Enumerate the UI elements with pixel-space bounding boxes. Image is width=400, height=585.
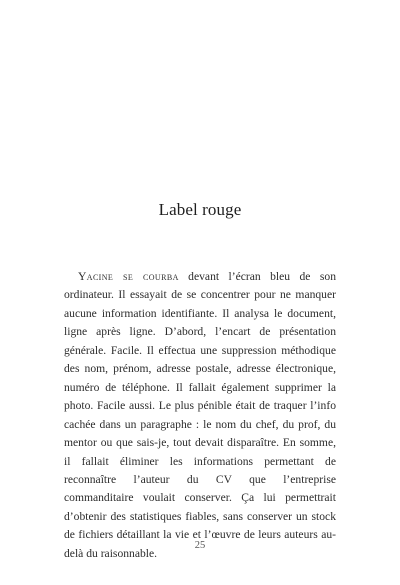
page-number: 25 (194, 540, 206, 551)
chapter-body (64, 268, 336, 563)
paragraph-text: devant l’écran bleu de son ordinateur. Il essayait de se concentrer pour ne manquer aucune information identifiante. Il analysa le document, ligne après ligne. D’abord, l’encart de présentation générale. Facile. Il effectua une suppression méthodique des nom, prénom, adresse postale, adresse électronique, numéro de téléphone. Il fallait également supprimer la photo. Facile aussi. Le plus pénible était de traquer l’info cachée dans un paragraphe : le nom du chef, du prof, du mentor ou que sais-je, tout devait disparaître. En somme, il fallait éliminer les informations permettant de reconnaître l’auteur du CV que l’entreprise commanditaire voulait conserver. Ça lui permettrait d’obtenir des statistiques fiables, sans conserver un stock de fichiers détaillant la vie et l’œuvre de leurs auteurs au-delà du raisonnable. (64, 270, 336, 560)
body-paragraph (64, 268, 336, 563)
paragraph-lead-in: Yacine se courba (78, 270, 179, 283)
chapter-title: Label rouge (158, 200, 242, 219)
